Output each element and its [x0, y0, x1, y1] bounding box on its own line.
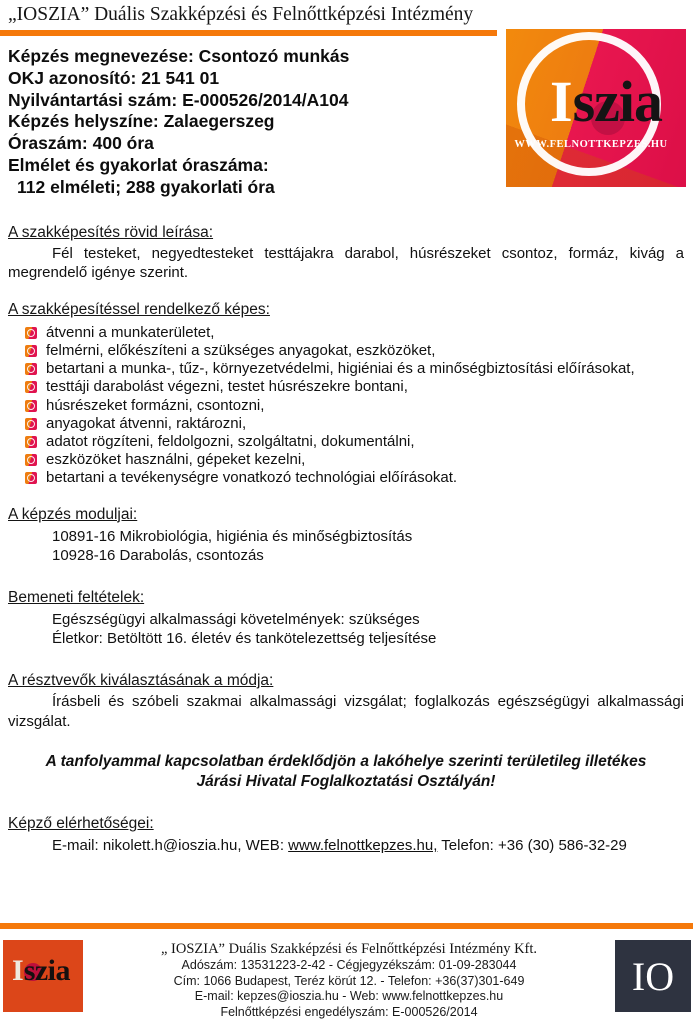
contact-email-label: E-mail:	[52, 837, 103, 855]
ioszia-bullet-icon	[25, 472, 37, 484]
main-content	[0, 223, 693, 856]
list-item	[25, 360, 684, 378]
footer	[0, 923, 693, 1020]
header-rule	[0, 30, 497, 36]
module-line: 10891-16 Mikrobiológia, higiénia és minőségbiztosítás	[52, 527, 413, 545]
list-item-text: eszközöket használni, gépeket kezelni,	[46, 451, 306, 469]
list-item-text: átvenni a munkaterületet,	[46, 323, 215, 341]
course-okj-line: OKJ azonosító: 21 541 01	[8, 67, 220, 88]
course-split-value-line: 112 elméleti; 288 gyakorlati óra	[17, 176, 275, 197]
page-title: „IOSZIA” Duális Szakképzési és Felnőttképzési Intézmény	[8, 4, 474, 25]
list-item	[25, 342, 684, 360]
selection-paragraph: Írásbeli és szóbeli szakmai alkalmassági vizsgálat; foglalkozás egészségügyi alkalmassági vizsgálat.	[8, 692, 684, 730]
contact-web-link[interactable]: www.felnottkepzes.hu,	[288, 837, 438, 855]
description-paragraph: Fél testeket, negyedtesteket testtájakra darabol, húsrészeket csontoz, formáz, kivág a megrendelő igénye szerint.	[8, 244, 684, 282]
ioszia-bullet-icon	[25, 400, 37, 412]
capabilities-heading: A szakképesítéssel rendelkező képes:	[8, 300, 270, 318]
footer-email-line: E-mail: kepzes@ioszia.hu - Web: www.felnottkepzes.hu	[194, 989, 504, 1004]
entry-requirement-line: Életkor: Betöltött 16. életév és tankötelezettség teljesítése	[52, 630, 437, 648]
course-hours-line: Óraszám: 400 óra	[8, 133, 154, 154]
contact-web-label: , WEB:	[237, 837, 289, 855]
contact-phone: Telefon: +36 (30) 586-32-29	[437, 837, 627, 855]
contact-line	[8, 836, 684, 856]
list-item-text: anyagokat átvenni, raktározni,	[46, 414, 247, 432]
list-item	[25, 415, 684, 433]
ioszia-bullet-icon	[25, 381, 37, 393]
list-item	[25, 433, 684, 451]
list-item-text: húsrészeket formázni, csontozni,	[46, 396, 265, 414]
list-item	[25, 469, 684, 487]
list-item	[25, 378, 684, 396]
logo-wordmark	[550, 69, 663, 134]
logo-letters-szia: szia	[572, 69, 663, 134]
footer-logo-letters-szia: szia	[23, 954, 71, 987]
logo-url-text: WWW.FELNOTTKEPZES.HU	[514, 139, 668, 150]
footer-license-line: Felnőttképzési engedélyszám: E-000526/2014	[220, 1004, 478, 1019]
list-item-text: betartani a munka-, tűz-, környezetvédelmi, higiéniai és a minőségbiztosítási előírásokat,	[46, 360, 635, 378]
ioszia-bullet-icon	[25, 327, 37, 339]
ioszia-bullet-icon	[25, 363, 37, 375]
footer-company-info	[83, 940, 615, 1020]
footer-tax-line: Adószám: 13531223-2-42 - Cégjegyzékszám: 01-09-283044	[181, 958, 517, 972]
logo-letter-i: I	[550, 69, 573, 134]
module-line: 10928-16 Darabolás, csontozás	[52, 547, 264, 565]
footer-company-name: „ IOSZIA” Duális Szakképzési és Felnőttképzési Intézmény Kft.	[160, 941, 538, 957]
course-registration-line: Nyilvántartási szám: E-000526/2014/A104	[8, 89, 349, 110]
io-footer-logo: IO	[615, 940, 691, 1012]
capabilities-list	[25, 324, 684, 488]
ioszia-bullet-icon	[25, 454, 37, 466]
list-item-text: testtáji darabolást végezni, testet húsrészekre bontani,	[46, 378, 408, 396]
list-item-text: betartani a tevékenységre vonatkozó technológiai előírásokat.	[46, 469, 458, 487]
footer-logo-letter-i: I	[12, 954, 24, 987]
list-item	[25, 397, 684, 415]
list-item-text: adatot rögzíteni, feldolgozni, szolgáltatni, dokumentálni,	[46, 432, 415, 450]
footer-address-line: Cím: 1066 Budapest, Teréz körút 12. - Telefon: +36(37)301-649	[173, 973, 525, 988]
district-office-notice: A tanfolyammal kapcsolatban érdeklődjön a lakóhelye szerinti területileg illetékes Járási Hivatal Foglalkoztatási Osztályán!	[45, 753, 647, 790]
selection-heading: A résztvevők kiválasztásának a módja:	[8, 671, 274, 689]
list-item-text: felmérni, előkészíteni a szükséges anyagokat, eszközöket,	[46, 341, 436, 359]
ioszia-bullet-icon	[25, 345, 37, 357]
entry-requirement-line: Egészségügyi alkalmassági követelmények: szükséges	[52, 610, 420, 628]
course-location-line: Képzés helyszíne: Zalaegerszeg	[8, 111, 275, 132]
modules-heading: A képzés moduljai:	[8, 505, 138, 523]
ioszia-bullet-icon	[25, 436, 37, 448]
description-heading: A szakképesítés rövid leírása:	[8, 223, 214, 241]
course-name-line: Képzés megnevezése: Csontozó munkás	[8, 46, 350, 66]
list-item	[25, 451, 684, 469]
ioszia-bullet-icon	[25, 418, 37, 430]
contact-email: nikolett.h@ioszia.hu	[102, 837, 238, 855]
entry-requirements-heading: Bemeneti feltételek:	[8, 588, 145, 606]
footer-logo-wordmark	[12, 956, 70, 986]
contact-heading: Képző elérhetőségei:	[8, 815, 154, 833]
course-info-block	[8, 46, 494, 199]
course-split-label-line: Elmélet és gyakorlat óraszáma:	[8, 154, 269, 175]
ioszia-footer-logo	[3, 940, 83, 1012]
list-item	[25, 324, 684, 342]
ioszia-logo	[506, 29, 686, 187]
footer-body	[0, 929, 693, 1020]
